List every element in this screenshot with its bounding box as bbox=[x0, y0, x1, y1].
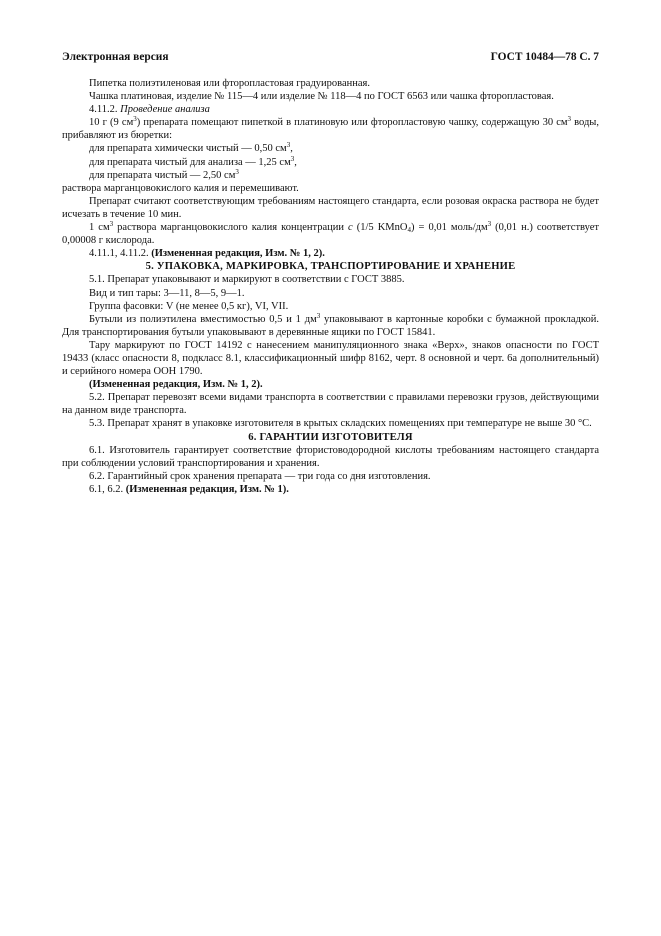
text-run: (0,01 н.) соответствует 0,00008 г кислорода. bbox=[62, 222, 599, 247]
paragraph: 6.1. Изготовитель гарантирует соответствие фтористоводородной кислоты требованиям настоящего стандарта при соблюдении условий транспортирования и хранения. bbox=[62, 444, 599, 469]
paragraph: Вид и тип тары: 3—11, 8—5, 9—1. bbox=[89, 287, 245, 299]
amendment-label: (Измененная редакция, Изм. № 1). bbox=[125, 483, 289, 495]
subsection-number: 4.11.2. bbox=[89, 104, 118, 116]
amendment-note bbox=[62, 483, 599, 496]
paragraph: 6.2. Гарантийный срок хранения препарата — три года со дня изготовления. bbox=[89, 470, 431, 482]
paragraph: Тару маркируют по ГОСТ 14192 с нанесением манипуляционного знака «Верх», знаков опасности по ГОСТ 19433 (класс опасности 8, подкласс 8.1, классификационный шифр 8162, черт. 8 основной и черт. 6а дополнительный) и серийного номера ООН 1790. bbox=[62, 339, 599, 378]
superscript: 3 bbox=[567, 115, 572, 124]
text-run: 6.1, 6.2. bbox=[89, 483, 126, 495]
subsection-title: Проведение анализа bbox=[120, 104, 210, 116]
paragraph: Пипетка полиэтиленовая или фторопластовая градуированная. bbox=[89, 78, 370, 89]
formula-variable: c bbox=[348, 222, 353, 234]
superscript: 3 bbox=[235, 167, 239, 176]
superscript: 3 bbox=[109, 220, 114, 229]
text-run: 4.11.1, 4.11.2. bbox=[89, 248, 152, 260]
header-edition-label: Электронная версия bbox=[62, 51, 169, 63]
header-standard-page: ГОСТ 10484—78 С. 7 bbox=[490, 51, 599, 63]
paragraph: Препарат считают соответствующим требованиям настоящего стандарта, если розовая окраска раствора не будет исчезать в течение 10 мин. bbox=[62, 195, 599, 220]
text-run: раствора марганцовокислого калия концентрации bbox=[113, 222, 349, 234]
text-run: ) препарата помещают пипеткой в платиновую или фторопластовую чашку, содержащую 30 см bbox=[136, 117, 568, 129]
superscript: 3 bbox=[286, 141, 291, 150]
text-run: 10 г (9 см bbox=[89, 117, 134, 129]
paragraph: 5.1. Препарат упаковывают и маркируют в соответствии с ГОСТ 3885. bbox=[89, 274, 405, 286]
text-run: для препарата чистый для анализа — 1,25 см bbox=[89, 156, 291, 168]
text-run: Бутыли из полиэтилена вместимостью 0,5 и 1 дм bbox=[89, 313, 317, 325]
text-run: (1/5 KMnO bbox=[352, 222, 408, 234]
superscript: 3 bbox=[316, 311, 321, 320]
paragraph: 5.3. Препарат хранят в упаковке изготовителя в крытых складских помещениях при температуре не выше 30 °С. bbox=[89, 418, 592, 430]
list-item bbox=[62, 142, 599, 155]
text-run: , bbox=[294, 156, 297, 168]
paragraph: Группа фасовки: V (не менее 0,5 кг), VI, VII. bbox=[89, 300, 289, 312]
paragraph bbox=[62, 313, 599, 339]
list-item bbox=[62, 169, 599, 182]
section-6-title: 6. ГАРАНТИИ ИЗГОТОВИТЕЛЯ bbox=[248, 431, 413, 443]
amendment-label: (Измененная редакция, Изм. № 1, 2). bbox=[151, 248, 325, 260]
text-run: воды, прибавляют из бюретки: bbox=[62, 117, 599, 142]
text-run: , bbox=[290, 143, 293, 155]
superscript: 3 bbox=[487, 220, 492, 229]
page-header bbox=[62, 51, 599, 67]
paragraph bbox=[62, 116, 599, 142]
paragraph bbox=[62, 221, 599, 247]
paragraph: Чашка платиновая, изделие № 115—4 или изделие № 118—4 по ГОСТ 6563 или чашка фторопластовая. bbox=[89, 91, 554, 103]
paragraph: раствора марганцовокислого калия и перемешивают. bbox=[62, 182, 299, 194]
paragraph: 5.2. Препарат перевозят всеми видами транспорта в соответствии с правилами перевозки грузов, действующими на данном виде транспорта. bbox=[62, 392, 599, 417]
document-body bbox=[62, 77, 599, 496]
text-run: для препарата химически чистый — 0,50 см bbox=[89, 143, 287, 155]
text-run: 1 см bbox=[89, 222, 110, 234]
text-run: ) = 0,01 моль/дм bbox=[410, 222, 488, 234]
text-run: упаковывают в картонные коробки с бумажной прокладкой. Для транспортирования бутыли упаковывают в деревянные ящики по ГОСТ 15841. bbox=[62, 313, 599, 338]
section-5-title: 5. УПАКОВКА, МАРКИРОВКА, ТРАНСПОРТИРОВАНИЕ И ХРАНЕНИЕ bbox=[145, 261, 516, 273]
list-item bbox=[62, 156, 599, 169]
subsection-heading bbox=[62, 103, 599, 116]
text-run: для препарата чистый — 2,50 см bbox=[89, 169, 236, 181]
superscript: 3 bbox=[133, 115, 137, 124]
subscript: 4 bbox=[407, 226, 411, 235]
amendment-note: (Измененная редакция, Изм. № 1, 2). bbox=[89, 379, 263, 391]
superscript: 3 bbox=[290, 154, 295, 163]
amendment-note bbox=[62, 247, 599, 260]
